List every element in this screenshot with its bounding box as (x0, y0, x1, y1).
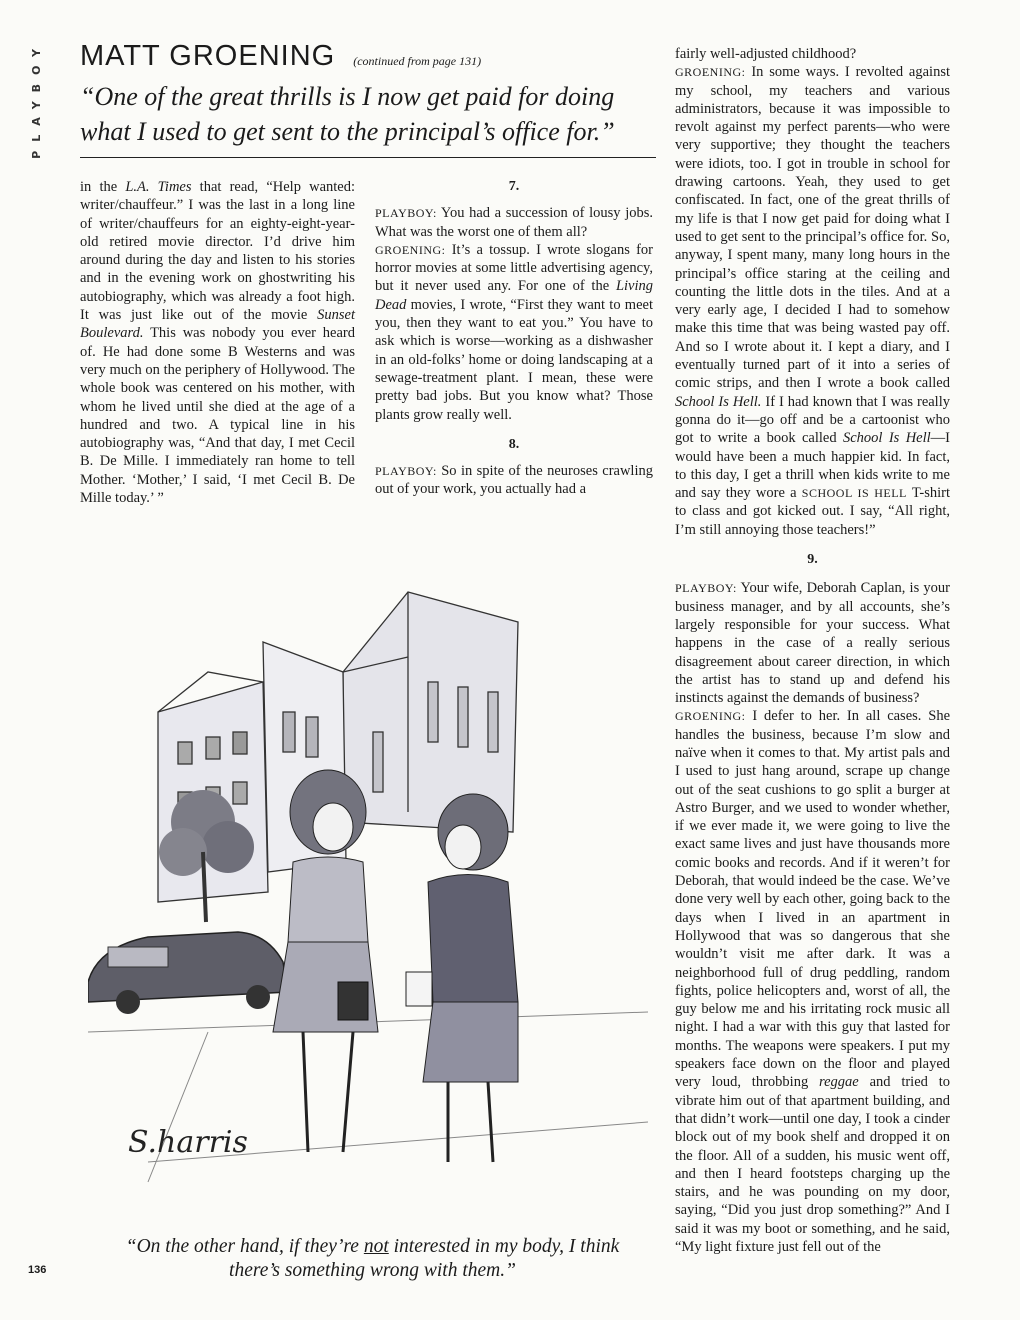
publication-name: L.A. Times (125, 179, 192, 195)
question: PLAYBOY: Your wife, Deborah Caplan, is your business manager, and by all accounts, she’s largely responsible for your success. What happens in the case of a really serious disagreement about career direction, in which the artist has to stand up and defend his instincts against the demands of business? (675, 580, 950, 707)
question: PLAYBOY: So in spite of the neuroses crawling out of your work, you actually had a (375, 463, 653, 498)
tshirt-slogan: SCHOOL IS HELL (801, 486, 907, 501)
speaker-label: PLAYBOY: (375, 464, 437, 479)
speaker-label: PLAYBOY: (675, 581, 737, 596)
section-number: 9. (807, 552, 818, 568)
column-3 (675, 45, 950, 1256)
book-title: School Is Hell. (675, 393, 762, 410)
film-title: Living Dead (375, 278, 653, 313)
pull-quote: “One of the great thrills is I now get paid for doing what I used to get sent to the principal’s office for.” (80, 79, 656, 158)
woman-right (406, 794, 518, 1162)
cartoon-illustration (88, 562, 648, 1202)
answer: GROENING: I defer to her. In all cases. She handles the business, because I’m slow and naïve when it comes to that. My artist pals and I used to just hang around, scrape up change out of the seat cushions to go split a burger at Astro Burger, and we used to wonder whether, if we ever made it, we were going to live the exact same lives and just have thousands more comic books and records. And if it weren’t for Deborah, that would indeed be the case. We’ve done very well by each other, going back to the days when I lived in an apartment in Hollywood that was so dangerous that she wouldn’t visit me after dark. It was a neighborhood full of drug peddling, random fights, police helicopters and, worst of all, the guy below me and his irritating rock music all night. I had a war with this guy that lasted for months. The weapons were speakers. I put my speakers face down on the floor and played very loud, throbbing reggae and tried to vibrate him out of that apartment building, and that didn’t work—until one day, I took a cinder block out of my book shelf and dropped it on the floor. All of a sudden, his music went off, and then I heard footsteps charging up the stairs, and he was pounding on my door, saying, “Did you just drop something?” And I said it was my boot or something, and he said, “My light fixture just fell out of the (675, 708, 950, 1255)
speaker-label: GROENING: (375, 242, 446, 257)
music-genre: reggae (819, 1074, 859, 1091)
page-number: 136 (28, 1264, 47, 1276)
cartoon-drawing (88, 562, 648, 1202)
speaker-label: GROENING: (675, 709, 746, 724)
paragraph: fairly well-adjusted childhood? (675, 46, 857, 62)
article-author: MATT GROENING (80, 40, 336, 72)
cartoon-caption: “On the other hand, if they’re not interested in my body, I think there’s something wrong with them.” (125, 1236, 620, 1281)
emphasis: not (363, 1236, 389, 1257)
answer: GROENING: In some ways. I revolted against my school, my teachers and various administrators, because it was impossible to revolt against my perfect parents—who were very supportive; they thought the teachers were idiots, too. I got in trouble in school for drawing cartoons. Yeah, they used to get confiscated. In fact, one of the great thrills of my life is that I now get paid for doing what I used to get sent to the principal’s office for. So, anyway, I spent many, many long hours in the principal’s office staring at the ceiling and counting the little dots in the tiles. And at a very early age, I decided I had to somehow make this time that was being wasted pay off. And so I wrote about it. I kept a diary, and I eventually turned part of it into a series of comic strips, and then I wrote a book called School Is Hell. If I had known that I was really gonna do it—go off and be a cartoonist who got to write a book called School Is Hell—I would have been a much happier kid. In fact, to this day, I get a thrill when kids write to me and say they wore a SCHOOL IS HELL T-shirt to class and got kicked out. I say, “All right, I’m still annoying those teachers!” (675, 64, 951, 538)
magazine-spine-label: PLAYBOY (30, 40, 43, 159)
column-2 (375, 178, 653, 499)
section-number: 7. (508, 179, 520, 194)
paragraph: in the L.A. Times that read, “Help wanted: writer/chauffeur.” I was the last in a long line of writer/chauffeurs for an eighty-eight-year-old retired movie director. I’d drive him around during the day and listen to his stories and in the evening work on ghostwriting his autobiography, which was already a foot high. It was just like out of the movie Sunset Boulevard. This was nobody you ever heard of. He had done some B Westerns and was very much on the periphery of Hollywood. The whole book was centered on his mother, with whom he lived until she died at the age of a hundred and two. A typical line in his autobiography was, “And that day, I met Cecil B. De Mille. I immediately ran home to tell Mother. ‘Mother,’ I said, ‘I met Cecil B. De Mille today.’ ” (80, 179, 356, 507)
speaker-label: GROENING: (675, 65, 746, 80)
column-1 (80, 178, 355, 507)
speaker-label: PLAYBOY: (375, 206, 437, 221)
title-row (80, 40, 656, 73)
book-title: School Is Hell (842, 430, 931, 447)
article-header (80, 40, 656, 158)
artist-signature: S.harris (128, 1125, 248, 1160)
question: PLAYBOY: You had a succession of lousy jobs. What was the worst one of them all? (375, 205, 653, 240)
section-number: 8. (508, 436, 520, 452)
continued-note: (continued from page 131) (353, 54, 482, 68)
film-title: Sunset Boulevard. (80, 307, 355, 342)
parked-car (88, 932, 288, 1014)
answer: GROENING: It’s a tossup. I wrote slogans for horror movies at some little advertising agency, but it never used any. For one of the Living Dead movies, I wrote, “First they want to meet you, then they want to eat you.” You have to ask which is worse—working as a dishwasher in an old-folks’ home or doing landscaping at a sewage-treatment plant. I mean, these were pretty bad jobs. But you know what? Those plants grow really well. (375, 241, 653, 423)
